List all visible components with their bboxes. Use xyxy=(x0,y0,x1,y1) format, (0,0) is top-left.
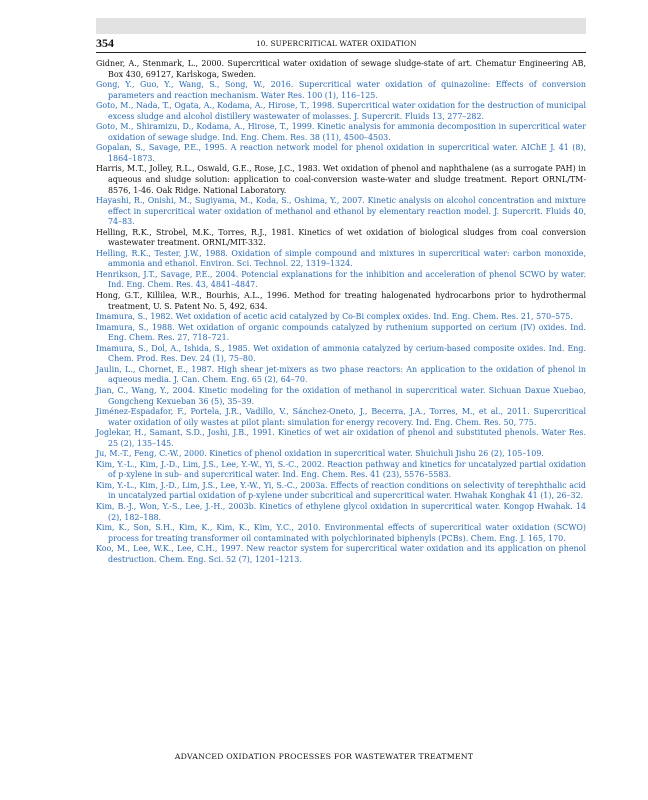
reference-entry[interactable]: Goto, M., Nada, T., Ogata, A., Kodama, A., Hirose, T., 1998. Supercritical water oxidation for the destruction of municipal excess sludge and alcohol distillery wastewater of molasses. J. Supercrit. Fluids 13, 277–282. xyxy=(96,101,586,121)
reference-entry: Hong, G.T., Killilea, W.R., Bourhis, A.L., 1996. Method for treating halogenated hydrocarbons prior to hydrothermal treatment, U. S. Patent No. 5, 492, 634. xyxy=(96,291,586,311)
reference-entry[interactable]: Imamura, S., Dol, A., Ishida, S., 1985. Wet oxidation of ammonia catalyzed by cerium-based composite oxides. Ind. Eng. Chem. Prod. Res. Dev. 24 (1), 75–80. xyxy=(96,343,586,364)
reference-entry[interactable]: Kim, K., Son, S.H., Kim, K., Kim, K., Kim, Y.C., 2010. Environmental effects of supercritical water oxidation (SCWO) process for treating transformer oil contaminated with polychlorinated biphenyls (PCBs). Chem. Eng. J. 165, 170. xyxy=(96,523,586,543)
reference-entry: Helling, R.K., Strobel, M.K., Torres, R.J., 1981. Kinetics of wet oxidation of biological sludges from coal conversion wastewater treatment. ORNL/MIT-332. xyxy=(96,227,586,248)
reference-entry[interactable]: Jiménez-Espadafor, F., Portela, J.R., Vadillo, V., Sánchez-Oneto, J., Becerra, J.A., Torres, M., et al., 2011. Supercritical water oxidation of oily wastes at pilot plant: simulation for energy recovery. Ind. Eng. Chem. Res. 50, 775. xyxy=(96,407,586,427)
reference-entry[interactable]: Kim, B.-J., Won, Y.-S., Lee, J.-H., 2003b. Kinetics of ethylene glycol oxidation in supercritical water. Kongop Hwahak. 14 (2), 182–188. xyxy=(96,501,586,522)
reference-entry[interactable]: Koo, M., Lee, W.K., Lee, C.H., 1997. New reactor system for supercritical water oxidation and its application on phenol destruction. Chem. Eng. Sci. 52 (7), 1201–1213. xyxy=(96,544,586,564)
reference-list xyxy=(96,59,586,565)
reference-entry[interactable]: Gong, Y., Guo, Y., Wang, S., Song, W., 2016. Supercritical water oxidation of quinazoline: Effects of conversion parameters and reaction mechanism. Water Res. 100 (1), 116–125. xyxy=(96,80,586,100)
reference-entry[interactable]: Gopalan, S., Savage, P.E., 1995. A reaction network model for phenol oxidation in supercritical water. AIChE J. 41 (8), 1864–1873. xyxy=(96,143,586,163)
reference-entry[interactable]: Ju, M.-T., Feng, C.-W., 2000. Kinetics of phenol oxidation in supercritical water. Shuichuli Jishu 26 (2), 105–109. xyxy=(96,449,544,459)
header-band xyxy=(96,18,586,34)
page-header xyxy=(96,38,586,53)
reference-entry[interactable]: Goto, M., Shiramizu, D., Kodama, A., Hirose, T., 1999. Kinetic analysis for ammonia decomposition in supercritical water oxidation of sewage sludge. Ind. Eng. Chem. Res. 38 (11), 4500–4503. xyxy=(96,122,586,142)
reference-entry[interactable]: Hayashi, R., Onishi, M., Sugiyama, M., Koda, S., Oshima, Y., 2007. Kinetic analysis on alcohol concentration and mixture effect in supercritical water oxidation of methanol and ethanol by elementary reaction model. J. Supercrit. Fluids 40, 74–83. xyxy=(96,196,586,227)
reference-entry[interactable]: Kim, Y.-L., Kim, J.-D., Lim, J.S., Lee, Y.-W., Yi, S.-C., 2003a. Effects of reaction conditions on selectivity of terephthalic acid in uncatalyzed partial oxidation of p-xylene under subcritical and supercritical water. Hwahak Konghak 41 (1), 26–32. xyxy=(96,480,586,501)
reference-entry[interactable]: Joglekar, H., Samant, S.D., Joshi, J.B., 1991. Kinetics of wet air oxidation of phenol and substituted phenols. Water Res. 25 (2), 135–145. xyxy=(96,428,586,448)
page-number: 354 xyxy=(96,36,114,50)
reference-entry[interactable]: Imamura, S., 1988. Wet oxidation of organic compounds catalyzed by ruthenium supported on cerium (IV) oxides. Ind. Eng. Chem. Res. 27, 718–721. xyxy=(96,322,586,343)
reference-entry[interactable]: Henrikson, J.T., Savage, P.E., 2004. Potencial explanations for the inhibition and acceleration of phenol SCWO by water. Ind. Eng. Chem. Res. 43, 4841–4847. xyxy=(96,269,586,290)
reference-entry[interactable]: Helling, R.K., Tester, J.W., 1988. Oxidation of simple compound and mixtures in supercritical water: carbon monoxide, ammonia and ethanol. Environ. Sci. Technol. 22, 1319–1324. xyxy=(96,248,586,269)
reference-entry[interactable]: Imamura, S., 1982. Wet oxidation of acetic acid catalyzed by Co-Bi complex oxides. Ind. Eng. Chem. Res. 21, 570–575. xyxy=(96,312,573,322)
footer-book-title: ADVANCED OXIDATION PROCESSES FOR WASTEWATER TREATMENT xyxy=(174,752,474,761)
reference-entry[interactable]: Kim, Y.-L., Kim, J.-D., Lim, J.S., Lee, Y.-W., Yi, S.-C., 2002. Reaction pathway and kinetics for uncatalyzed partial oxidation of p-xylene in sub- and supercritical water. Ind. Eng. Chem. Res. 41 (23), 5576–5583. xyxy=(96,459,586,480)
reference-entry: Harris, M.T., Jolley, R.L., Oswald, G.E., Rose, J.C., 1983. Wet oxidation of phenol and naphthalene (as a surrogate PAH) in aqueous and sludge solution: application to coal-conversion waste-water and sludge treatment. Report ORNL/TM-8576, 1-46. Oak Ridge. National Laboratory. xyxy=(96,164,586,195)
reference-entry[interactable]: Jaulin, L., Chornet, E., 1987. High shear jet-mixers as two phase reactors: An application to the oxidation of phenol in aqueous media. J. Can. Chem. Eng. 65 (2), 64–70. xyxy=(96,364,586,385)
reference-entry: Gidner, A., Stenmark, L., 2000. Supercritical water oxidation of sewage sludge-state of art. Chematur Engineering AB, Box 430, 69127, Karlskoga, Sweden. xyxy=(96,59,586,79)
chapter-title: 10. SUPERCRITICAL WATER OXIDATION xyxy=(256,39,417,48)
reference-entry[interactable]: Jian, C., Wang, Y., 2004. Kinetic modeling for the oxidation of methanol in supercritical water. Sichuan Daxue Xuebao, Gongcheng Kexueban 36 (5), 35–39. xyxy=(96,385,586,406)
